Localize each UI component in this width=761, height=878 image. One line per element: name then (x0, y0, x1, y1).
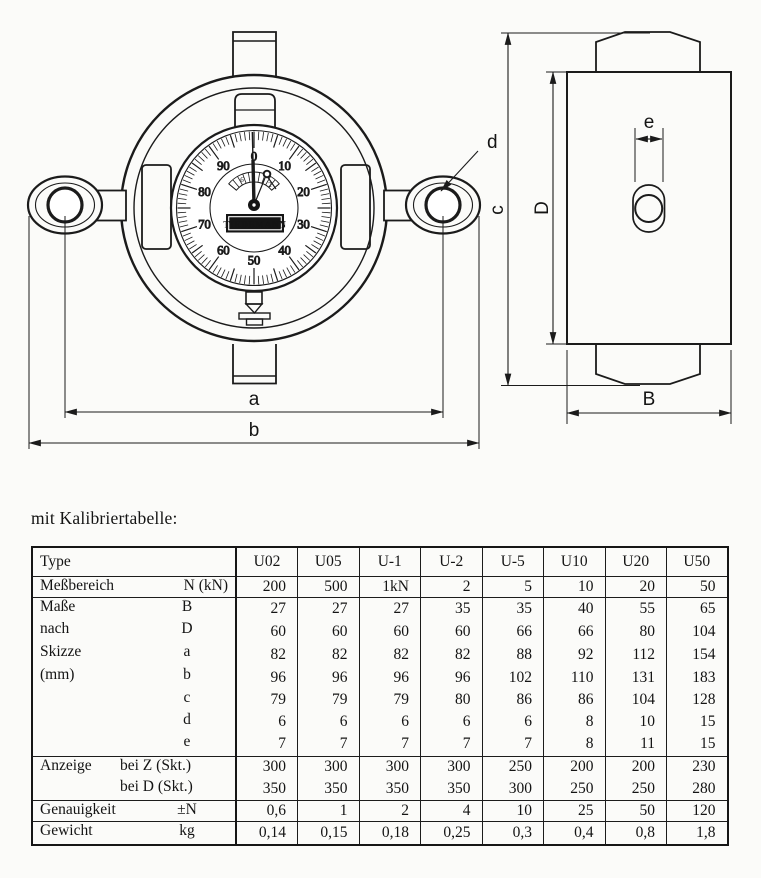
dial-number: 50 (247, 253, 261, 268)
row-symbol: kg (179, 821, 195, 839)
table-cell: 60 (236, 620, 298, 643)
table-cell: 65 (667, 597, 728, 620)
table-cell: 88 (482, 643, 544, 666)
table-cell: 8 (544, 733, 606, 756)
row-label-cell (32, 576, 236, 597)
table-cell: 6 (298, 711, 360, 733)
column-header: U02 (236, 547, 298, 576)
table-row (32, 643, 728, 666)
table-cell: 6 (421, 711, 483, 733)
table-cell: 27 (359, 597, 421, 620)
dim-label-b: b (248, 420, 260, 441)
table-cell: 154 (692, 645, 716, 663)
table-cell: 1,8 (667, 821, 728, 845)
probe-cylinder (246, 292, 262, 304)
table-cell: 300 (421, 756, 483, 778)
column-header: U10 (544, 547, 606, 576)
row-label-cell (32, 800, 236, 821)
row-symbol: ±N (177, 800, 197, 818)
table-row (32, 821, 728, 845)
table-cell: 8 (544, 711, 606, 733)
table-cell: 300 (236, 756, 298, 778)
row-label-cell (32, 597, 236, 620)
table-cell: 2 (421, 576, 483, 597)
subdial-number-right: 2 (268, 181, 272, 189)
table-row (32, 778, 728, 800)
table-cell: 0,18 (359, 821, 421, 845)
dim-label-D: D (532, 201, 553, 215)
row-symbol: b (183, 666, 191, 683)
table-cell: 300 (359, 756, 421, 778)
dial-number: 90 (217, 159, 230, 174)
table-cell: 102 (482, 666, 544, 689)
dial-tick (258, 132, 259, 140)
dim-label-B: B (642, 389, 656, 410)
table-cell: 15 (700, 713, 716, 730)
table-cell: 104 (605, 689, 667, 711)
table-cell: 0,3 (482, 821, 544, 845)
table-cell: 280 (692, 779, 716, 797)
table-cell: 79 (298, 689, 360, 711)
anvil-base (247, 319, 263, 325)
dial-number: 20 (297, 185, 310, 200)
table-cell: 500 (298, 576, 360, 597)
row-label-cell (32, 620, 236, 643)
table-cell: 50 (667, 576, 728, 597)
right-clamp-block (341, 165, 370, 249)
table-cell: 250 (605, 778, 667, 800)
row-label-cell (32, 778, 236, 800)
table-cell: 7 (421, 733, 483, 756)
table-cell: 0,8 (605, 821, 667, 845)
column-header-type: Type (32, 547, 236, 576)
table-cell: 10 (482, 800, 544, 821)
table-cell: 1kN (359, 576, 421, 597)
table-cell: 96 (298, 666, 360, 689)
table-cell: 35 (421, 597, 483, 620)
column-header: U20 (605, 547, 667, 576)
column-header: U-1 (359, 547, 421, 576)
table-cell: 230 (667, 756, 728, 778)
dial-tick (178, 212, 186, 213)
column-header: U05 (298, 547, 360, 576)
row-label-cell (32, 689, 236, 711)
table-cell: 82 (421, 643, 483, 666)
table-cell: 6 (482, 711, 544, 733)
table-cell: 7 (482, 733, 544, 756)
table-cell: 82 (236, 643, 298, 666)
table-row (32, 666, 728, 689)
row-label: Maße (40, 597, 76, 615)
table-cell: 6 (236, 711, 298, 733)
table-cell: 250 (482, 756, 544, 778)
needle-shaft (253, 160, 254, 205)
table-cell: 80 (421, 689, 483, 711)
row-symbol: bei D (Skt.) (120, 778, 193, 795)
table-row (32, 756, 728, 778)
dim-label-c: c (487, 205, 508, 215)
dial-number: 40 (278, 243, 291, 258)
row-label-cell (32, 756, 236, 778)
table-cell: 92 (544, 643, 606, 666)
dial-tick (178, 203, 186, 204)
dim-label-d: d (487, 132, 498, 153)
table-cell: 40 (544, 597, 606, 620)
table-cell: 27 (298, 597, 360, 620)
table-cell: 5 (482, 576, 544, 597)
table-cell: 1 (298, 800, 360, 821)
table-cell: 120 (667, 800, 728, 821)
table-cell: 86 (544, 689, 606, 711)
row-label: Meßbereich (40, 576, 115, 594)
table-row (32, 620, 728, 643)
table-row (32, 576, 728, 597)
column-header: U-5 (482, 547, 544, 576)
drag-pointer-eye (264, 171, 271, 178)
table-row (32, 597, 728, 620)
row-label: Skizze (40, 643, 82, 660)
table-cell: 200 (236, 576, 298, 597)
table-cell: 112 (605, 643, 667, 666)
bottom-boss (233, 344, 276, 384)
table-cell: 0,15 (298, 821, 360, 845)
table-cell: 96 (236, 666, 298, 689)
dial-tick (322, 212, 330, 213)
table-cell: 0,4 (544, 821, 606, 845)
table-cell: 128 (692, 691, 716, 708)
table-cell: 60 (421, 620, 483, 643)
dial-number: 10 (278, 159, 291, 174)
table-cell: 15 (700, 735, 716, 753)
slot-outline (633, 185, 665, 232)
table-cell: 60 (298, 620, 360, 643)
table-row (32, 711, 728, 733)
table-header-row (32, 547, 728, 576)
dial-tick (322, 203, 330, 204)
table-cell: 79 (359, 689, 421, 711)
row-label: (mm) (40, 666, 75, 683)
table-cell: 7 (236, 733, 298, 756)
row-symbol: B (181, 597, 193, 615)
table-cell: 183 (692, 668, 716, 686)
table-cell: 104 (692, 622, 716, 640)
dial-tick (258, 276, 259, 284)
table-cell: 4 (421, 800, 483, 821)
table-cell: 66 (482, 620, 544, 643)
table-cell: 6 (359, 711, 421, 733)
table-cell: 300 (482, 778, 544, 800)
row-label-cell (32, 711, 236, 733)
subdial-number-left: 6 (240, 176, 244, 184)
row-symbol: D (181, 620, 193, 637)
front-view-drawing (28, 32, 498, 449)
table-cell: 66 (544, 620, 606, 643)
row-symbol: e (183, 733, 191, 750)
table-cell: 50 (605, 800, 667, 821)
dial-number: 70 (198, 217, 211, 232)
table-cell: 250 (544, 778, 606, 800)
calibration-table (31, 546, 729, 846)
dial-number: 80 (198, 185, 211, 200)
table-cell: 82 (298, 643, 360, 666)
table-cell: 350 (421, 778, 483, 800)
row-symbol: c (183, 689, 191, 706)
top-boss-outer (233, 32, 276, 77)
table-cell: 79 (236, 689, 298, 711)
table-cell: 20 (605, 576, 667, 597)
caption: mit Kalibriertabelle: (31, 508, 178, 528)
probe-tip (246, 304, 262, 313)
row-label: nach (40, 620, 70, 637)
table-cell: 7 (298, 733, 360, 756)
dial-number: 30 (297, 217, 310, 232)
dial-number: 0 (250, 149, 258, 164)
dim-label-a: a (248, 389, 260, 410)
slot-hole (635, 195, 662, 222)
needle-tip (252, 132, 253, 160)
table-row (32, 800, 728, 821)
dial-tick (249, 276, 250, 284)
row-symbol: d (183, 711, 191, 728)
table-cell: 200 (605, 756, 667, 778)
row-label: Genauigkeit (40, 800, 116, 818)
column-header: U50 (683, 552, 711, 570)
table-cell: 96 (421, 666, 483, 689)
table-cell: 350 (359, 778, 421, 800)
needle-hub-center (252, 203, 255, 206)
brand-name: TIEDEMANN (223, 220, 287, 231)
table-cell: 11 (605, 733, 667, 756)
table-cell: 350 (236, 778, 298, 800)
dial-number: 60 (217, 243, 230, 258)
table-cell: 0,6 (236, 800, 298, 821)
table-row (32, 689, 728, 711)
column-header: U-2 (421, 547, 483, 576)
row-label-cell (32, 643, 236, 666)
table-cell: 27 (236, 597, 298, 620)
table-cell: 35 (482, 597, 544, 620)
row-label-cell (32, 666, 236, 689)
row-label-cell (32, 733, 236, 756)
side-top-boss (596, 32, 700, 72)
table-cell: 86 (482, 689, 544, 711)
row-label: Anzeige (40, 756, 92, 774)
row-symbol: a (183, 643, 191, 660)
table-cell: 10 (544, 576, 606, 597)
row-label-cell (32, 821, 236, 845)
table-cell: 82 (359, 643, 421, 666)
table-cell: 55 (605, 597, 667, 620)
dim-label-e: e (643, 112, 655, 133)
row-symbol: bei Z (Skt.) (120, 756, 192, 774)
row-label: Gewicht (40, 821, 93, 839)
table-cell: 300 (298, 756, 360, 778)
left-clamp-block (142, 165, 171, 249)
table-cell: 0,25 (421, 821, 483, 845)
table-cell: 350 (298, 778, 360, 800)
dial-tick (249, 132, 250, 140)
table-cell: 2 (359, 800, 421, 821)
table-row (32, 733, 728, 756)
table-cell: 7 (359, 733, 421, 756)
table-cell: 110 (544, 666, 606, 689)
table-cell: 0,14 (236, 821, 298, 845)
table-cell: 10 (605, 711, 667, 733)
table-cell: 131 (605, 666, 667, 689)
table-cell: 96 (359, 666, 421, 689)
table-cell: 60 (359, 620, 421, 643)
table-cell: 200 (544, 756, 606, 778)
table-cell: 80 (605, 620, 667, 643)
side-view-drawing (487, 32, 731, 424)
table-cell: 25 (544, 800, 606, 821)
row-symbol: N (kN) (183, 576, 228, 594)
side-bottom-boss (596, 344, 700, 384)
